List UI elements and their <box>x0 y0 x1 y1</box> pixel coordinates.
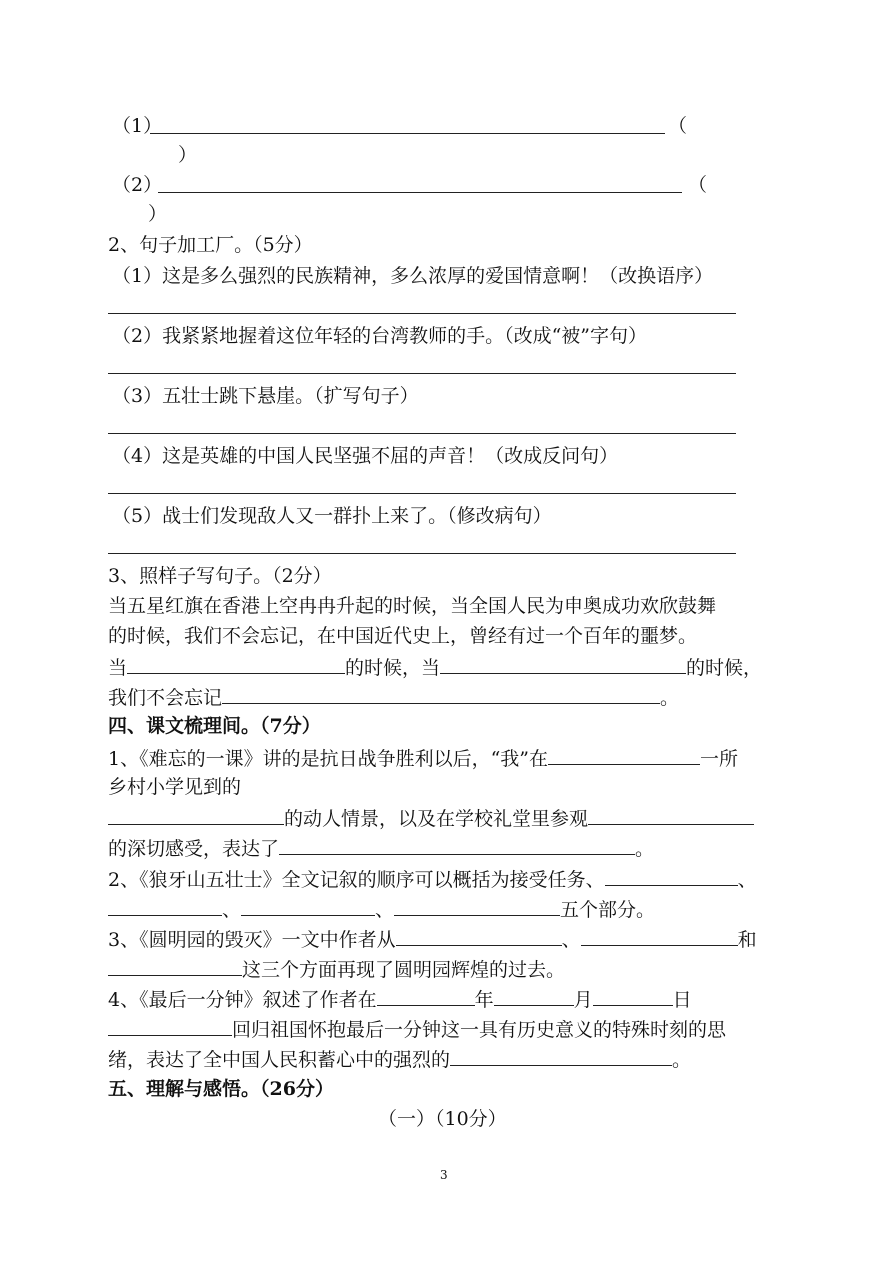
page-number: 3 <box>440 1168 448 1182</box>
question-2-2: （2）我紧紧地握着这位年轻的台湾教师的手。（改成“被”字句） <box>112 325 648 347</box>
fill-sentence-line-2: 我们不会忘记 。 <box>108 683 679 711</box>
section-5-subheading: （一）（10分） <box>378 1108 507 1130</box>
blank[interactable] <box>593 985 673 1006</box>
example-line-1: 当五星红旗在香港上空冉冉升起的时候，当全国人民为申奥成功欢欣鼓舞 <box>108 595 717 617</box>
close-paren: ） <box>178 144 198 166</box>
section-2-heading: 2、句子加工厂。（5分） <box>108 234 313 256</box>
q4-3-line-2: 这三个方面再现了圆明园辉煌的过去。 <box>108 955 565 983</box>
blank[interactable] <box>241 895 375 916</box>
blank[interactable] <box>108 895 222 916</box>
blank[interactable] <box>581 925 738 946</box>
blank[interactable] <box>222 683 660 704</box>
section-3-heading: 3、照样子写句子。（2分） <box>108 565 332 587</box>
q4-3-line-1: 3、《圆明园的毁灭》一文中作者从 、 和 <box>108 925 757 953</box>
open-paren: （ <box>688 174 708 196</box>
blank[interactable] <box>450 1045 672 1066</box>
q4-1-line-3: 的动人情景，以及在学校礼堂里参观 <box>108 804 754 832</box>
q4-1-line-4: 的深切感受，表达了 。 <box>108 834 654 862</box>
blank[interactable] <box>377 985 475 1006</box>
blank[interactable] <box>108 804 284 825</box>
q4-2-line-2: 、 、 五个部分。 <box>108 895 655 923</box>
answer-line <box>150 133 665 134</box>
answer-line <box>108 313 736 314</box>
blank[interactable] <box>440 653 686 674</box>
q4-4-line-2: 回归祖国怀抱最后一分钟这一具有历史意义的特殊时刻的思 <box>108 1015 726 1043</box>
example-line-2: 的时候，我们不会忘记，在中国近代史上，曾经有过一个百年的噩梦。 <box>108 625 698 647</box>
item-1-label: （1） <box>112 115 163 137</box>
question-2-4: （4）这是英雄的中国人民坚强不屈的声音！（改成反问句） <box>112 445 619 467</box>
section-4-heading: 四、课文梳理间。（7分） <box>108 715 321 737</box>
fill-sentence-line-1: 当 的时候，当 的时候， <box>108 653 762 681</box>
question-2-1: （1）这是多么强烈的民族精神，多么浓厚的爱国情意啊！（改换语序） <box>112 265 714 287</box>
blank[interactable] <box>279 834 635 855</box>
q4-1-line-2: 乡村小学见到的 <box>108 776 242 798</box>
blank[interactable] <box>588 804 754 825</box>
q4-2-line-1: 2、《狼牙山五壮士》全文记叙的顺序可以概括为接受任务、 、 <box>108 865 757 893</box>
item-2-label: （2） <box>112 174 163 196</box>
close-paren: ） <box>148 203 168 225</box>
blank[interactable] <box>605 865 738 886</box>
blank[interactable] <box>394 895 560 916</box>
question-2-3: （3）五壮士跳下悬崖。（扩写句子） <box>112 385 419 407</box>
question-2-5: （5）战士们发现敌人又一群扑上来了。（修改病句） <box>112 505 552 527</box>
answer-line <box>158 192 682 193</box>
q4-4-line-3: 绪，表达了全中国人民积蓄心中的强烈的 。 <box>108 1045 691 1073</box>
blank[interactable] <box>396 925 562 946</box>
answer-line <box>108 553 736 554</box>
answer-line <box>108 433 736 434</box>
blank[interactable] <box>108 1015 232 1036</box>
q4-4-line-1: 4、《最后一分钟》叙述了作者在 年 月 日 <box>108 985 692 1013</box>
q4-1-line-1: 1、《难忘的一课》讲的是抗日战争胜利以后，“我”在 一所 <box>108 744 738 772</box>
open-paren: （ <box>668 115 688 137</box>
section-5-heading: 五、理解与感悟。（26分） <box>108 1078 334 1100</box>
blank[interactable] <box>108 955 242 976</box>
answer-line <box>108 493 736 494</box>
blank[interactable] <box>127 653 345 674</box>
blank[interactable] <box>548 744 700 765</box>
blank[interactable] <box>494 985 574 1006</box>
answer-line <box>108 373 736 374</box>
